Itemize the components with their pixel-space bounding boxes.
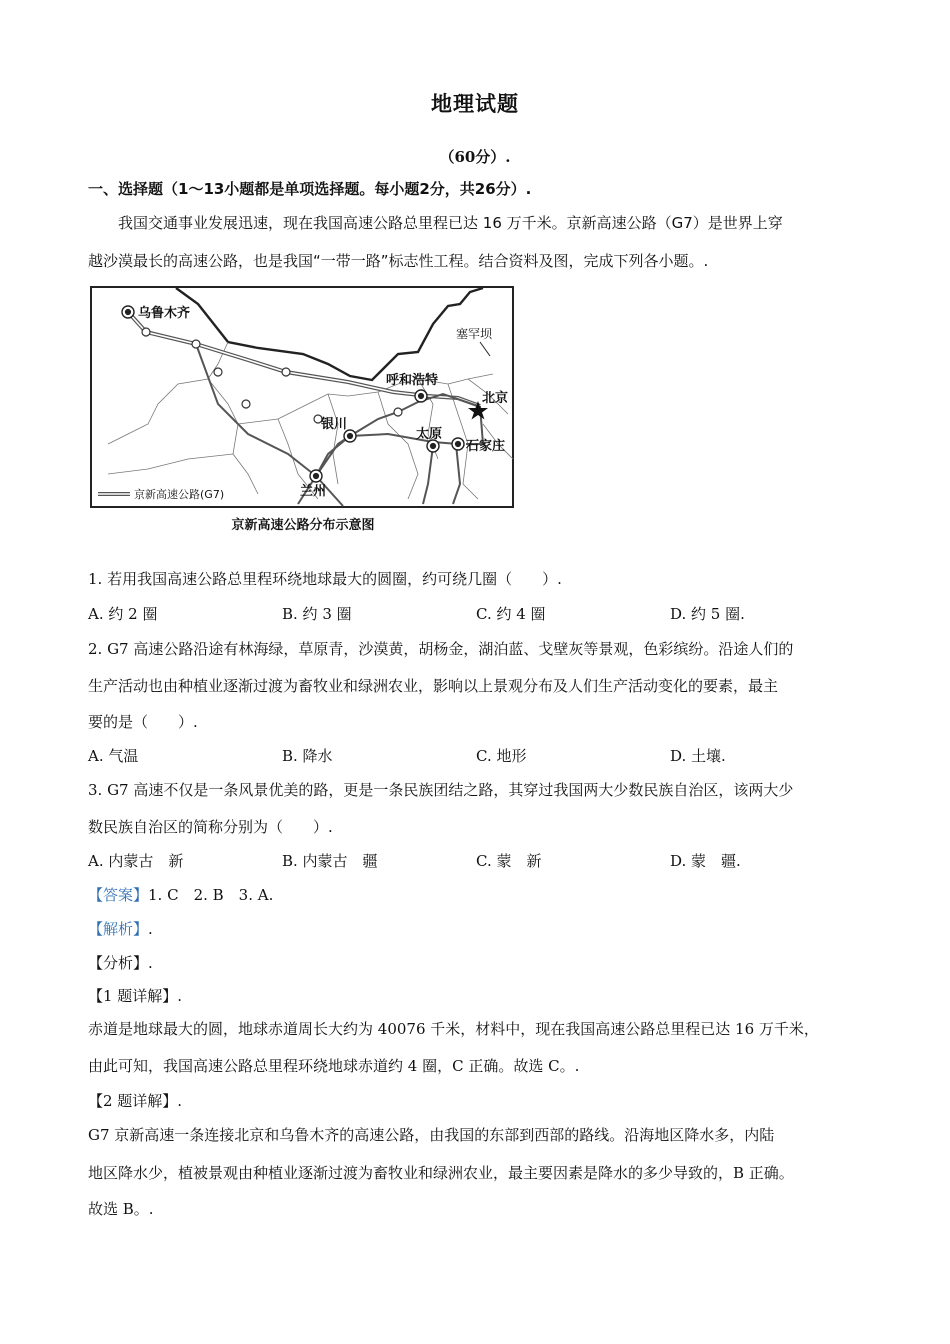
q2-detail-line-3: 故选 B。. xyxy=(88,1200,154,1218)
q1-option-d: D. 约 5 圈. xyxy=(670,605,745,623)
highway-map xyxy=(88,284,518,514)
q1-option-b: B. 约 3 圈 xyxy=(282,605,352,623)
city-label-taiyuan: 太原 xyxy=(416,427,443,442)
city-label-shijiazhuang: 石家庄 xyxy=(466,439,506,454)
q3-option-d: D. 蒙 疆. xyxy=(670,852,741,870)
city-label-lanzhou: 兰州 xyxy=(300,484,327,499)
q2-detail-line-2: 地区降水少，植被景观由种植业逐渐过渡为畜牧业和绿洲农业，最主要因素是降水的多少导致的，B 正确。 xyxy=(88,1164,794,1182)
analysis-label: 【解析】 xyxy=(88,920,149,938)
question-2-line-2: 生产活动也由种植业逐渐过渡为畜牧业和绿洲农业，影响以上景观分布及人们生产活动变化的要素，最主 xyxy=(88,677,779,695)
map-caption: 京新高速公路分布示意图 xyxy=(231,518,375,533)
fenxi-heading: 【分析】. xyxy=(88,954,153,972)
q1-detail-line-2: 由此可知，我国高速公路总里程环绕地球赤道约 4 圈，C 正确。故选 C。. xyxy=(88,1057,580,1075)
q2-option-a: A. 气温 xyxy=(88,747,139,765)
analysis-text: . xyxy=(148,920,153,938)
city-label-beijing: 北京 xyxy=(482,391,509,406)
page-title: 地理试题 xyxy=(431,92,519,116)
score-note: （60分）. xyxy=(439,148,511,166)
intro-line-2: 越沙漠最长的高速公路，也是我国“一带一路”标志性工程。结合资料及图，完成下列各小题。. xyxy=(88,252,709,270)
city-label-urumqi: 乌鲁木齐 xyxy=(138,306,191,321)
q2-option-d: D. 土壤. xyxy=(670,747,726,765)
question-3-line-2: 数民族自治区的简称分别为（ ）. xyxy=(88,818,333,836)
q2-option-b: B. 降水 xyxy=(282,747,333,765)
answer-text: 1. C 2. B 3. A. xyxy=(148,886,274,904)
answer-line xyxy=(88,884,273,905)
city-label-hohhot: 呼和浩特 xyxy=(386,373,439,388)
q2-detail-line-1: G7 京新高速一条连接北京和乌鲁木齐的高速公路，由我国的东部到西部的路线。沿海地区降水多，内陆 xyxy=(88,1126,775,1144)
analysis-line xyxy=(88,918,153,939)
section-heading: 一、选择题（1～13小题都是单项选择题。每小题2分，共26分）. xyxy=(88,180,532,198)
answer-label: 【答案】 xyxy=(88,886,149,904)
intro-line-1: 我国交通事业发展迅速，现在我国高速公路总里程已达 16 万千米。京新高速公路（G7）是世界上穿 xyxy=(118,214,783,232)
question-2-line-1: 2. G7 高速公路沿途有林海绿，草原青，沙漠黄，胡杨金，湖泊蓝、戈壁灰等景观，色彩缤纷。沿途人们的 xyxy=(88,640,794,658)
question-2-line-3: 要的是（ ）. xyxy=(88,713,198,731)
question-3-line-1: 3. G7 高速不仅是一条风景优美的路，更是一条民族团结之路，其穿过我国两大少数民族自治区，该两大少 xyxy=(88,781,794,799)
highway-map-figure xyxy=(88,284,518,538)
question-1-text: 1. 若用我国高速公路总里程环绕地球最大的圆圈，约可绕几圈（ ）. xyxy=(88,570,562,588)
q3-option-c: C. 蒙 新 xyxy=(476,852,542,870)
city-label-yinchuan: 银川 xyxy=(321,417,348,432)
q1-detail-heading: 【1 题详解】. xyxy=(88,987,183,1005)
q1-detail-line-1: 赤道是地球最大的圆，地球赤道周长大约为 40076 千米，材料中，现在我国高速公路总里程已达 16 万千米， xyxy=(88,1020,819,1038)
q3-option-a: A. 内蒙古 新 xyxy=(88,852,184,870)
city-label-saihanba: 塞罕坝 xyxy=(456,327,493,341)
legend-label: 京新高速公路(G7) xyxy=(134,488,225,501)
q1-option-c: C. 约 4 圈 xyxy=(476,605,546,623)
q1-option-a: A. 约 2 圈 xyxy=(88,605,158,623)
q2-detail-heading: 【2 题详解】. xyxy=(88,1092,183,1110)
q3-option-b: B. 内蒙古 疆 xyxy=(282,852,378,870)
q2-option-c: C. 地形 xyxy=(476,747,527,765)
